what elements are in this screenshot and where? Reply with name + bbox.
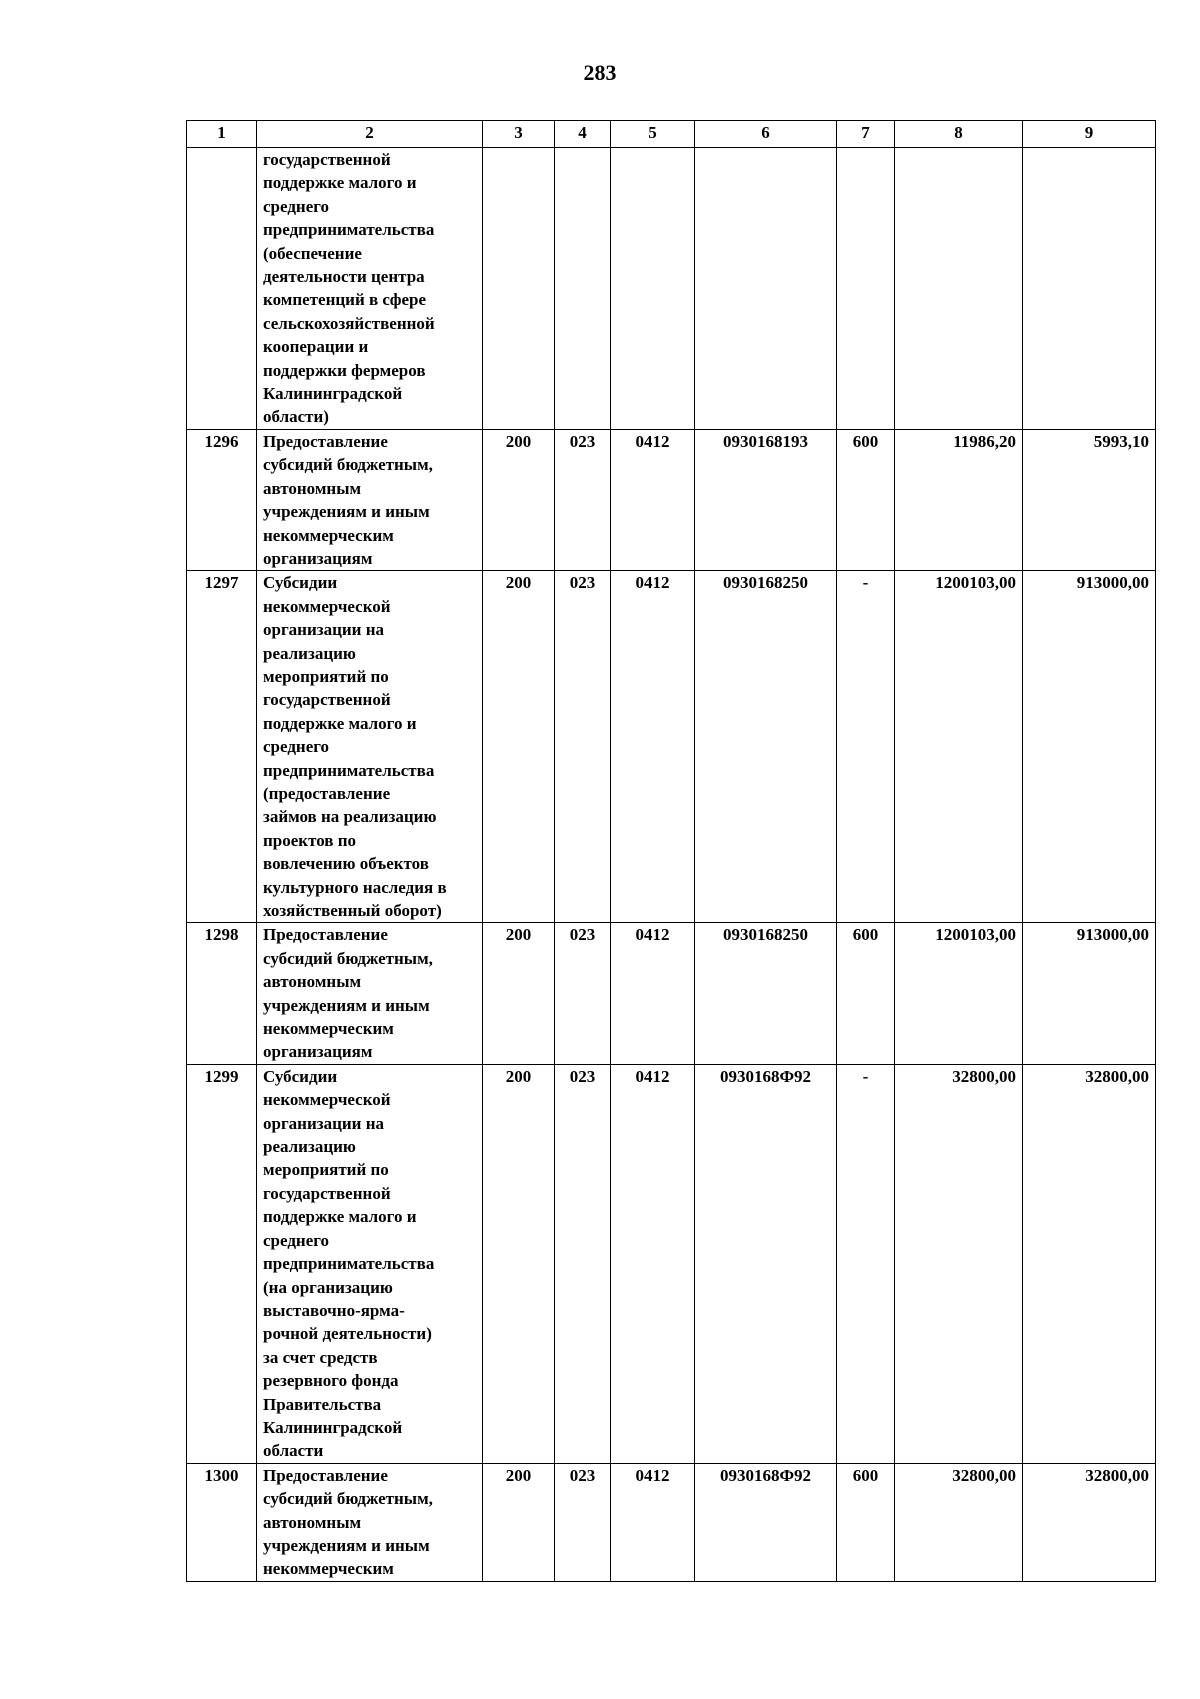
row-name-line: автономным — [263, 478, 362, 498]
row-name-line: Правительства — [263, 1394, 382, 1414]
row-col-5: 0412 — [611, 429, 695, 570]
row-name-line: хозяйственный оборот) — [263, 901, 442, 920]
row-col-7: - — [837, 571, 895, 923]
row-name-line: области — [263, 1441, 324, 1461]
row-number — [187, 148, 257, 430]
row-name-line: предпринимательства — [263, 760, 435, 780]
row-name-line: Предоставление — [263, 1465, 388, 1485]
row-name-line: кооперации и — [263, 337, 369, 357]
row-name-line: предпринимательства — [263, 220, 435, 240]
row-name-line: организации на — [263, 1113, 385, 1133]
row-col-6: 0930168Ф92 — [695, 1064, 837, 1463]
row-col-4: 023 — [555, 1463, 611, 1581]
row-number: 1296 — [187, 429, 257, 570]
row-name-line: области) — [263, 407, 329, 427]
row-col-9: 913000,00 — [1023, 571, 1156, 923]
row-name-line: среднего — [263, 737, 330, 757]
row-col-3: 200 — [483, 923, 555, 1064]
row-name-line: деятельности центра — [263, 267, 425, 287]
row-name-line: выставочно-ярма- — [263, 1300, 405, 1320]
row-name-line: среднего — [263, 196, 330, 216]
row-col-5: 0412 — [611, 571, 695, 923]
row-name-line: культурного наследия в — [263, 877, 447, 897]
row-col-5: 0412 — [611, 923, 695, 1064]
row-col-7: - — [837, 1064, 895, 1463]
table-row — [187, 148, 1156, 430]
row-col-5: 0412 — [611, 1064, 695, 1463]
row-name-line: среднего — [263, 1230, 330, 1250]
row-col-6: 0930168193 — [695, 429, 837, 570]
row-name-line: займов на реализацию — [263, 807, 437, 827]
budget-table — [186, 120, 1156, 1582]
row-col-3 — [483, 148, 555, 430]
row-name-line: за счет средств — [263, 1347, 378, 1367]
row-name — [257, 923, 483, 1064]
row-col-8: 11986,20 — [895, 429, 1023, 570]
row-name-line: Предоставление — [263, 431, 388, 451]
header-col-6: 6 — [695, 121, 837, 148]
row-col-8: 1200103,00 — [895, 923, 1023, 1064]
row-name-line: мероприятий по — [263, 1160, 389, 1180]
header-col-3: 3 — [483, 121, 555, 148]
row-name-line: (предоставление — [263, 783, 391, 803]
row-col-8 — [895, 148, 1023, 430]
row-col-7: 600 — [837, 429, 895, 570]
row-col-9: 913000,00 — [1023, 923, 1156, 1064]
row-name-line: (на организацию — [263, 1277, 393, 1297]
row-name-line: поддержке малого и — [263, 173, 417, 193]
row-name-line: Предоставление — [263, 925, 388, 945]
row-name-line: учреждениям и иным — [263, 502, 430, 522]
row-name-line: резервного фонда — [263, 1371, 399, 1391]
row-name-line: сельскохозяйственной — [263, 313, 435, 333]
row-col-3: 200 — [483, 571, 555, 923]
header-col-7: 7 — [837, 121, 895, 148]
row-number: 1298 — [187, 923, 257, 1064]
row-name-line: Субсидии — [263, 573, 338, 593]
row-name-line: учреждениям и иным — [263, 1535, 430, 1555]
row-col-5: 0412 — [611, 1463, 695, 1581]
row-name-line: Субсидии — [263, 1066, 338, 1086]
header-col-5: 5 — [611, 121, 695, 148]
row-name-line: реализацию — [263, 643, 356, 663]
header-col-8: 8 — [895, 121, 1023, 148]
row-col-4: 023 — [555, 571, 611, 923]
header-col-2: 2 — [257, 121, 483, 148]
page-number: 283 — [583, 60, 617, 85]
row-col-4: 023 — [555, 1064, 611, 1463]
row-name-line: вовлечению объектов — [263, 854, 429, 874]
row-col-8: 1200103,00 — [895, 571, 1023, 923]
row-name — [257, 148, 483, 430]
row-name-line: Калининградской — [263, 1417, 403, 1437]
row-name-line: организациям — [263, 1042, 373, 1062]
row-name-line: поддержке малого и — [263, 1207, 417, 1227]
row-col-6: 0930168Ф92 — [695, 1463, 837, 1581]
row-name-line: субсидий бюджетным, — [263, 1489, 433, 1509]
row-name-line: проектов по — [263, 830, 357, 850]
row-name-line: поддержке малого и — [263, 713, 417, 733]
row-col-4: 023 — [555, 923, 611, 1064]
row-name-line: реализацию — [263, 1137, 356, 1157]
header-row — [187, 121, 1156, 148]
header-col-1: 1 — [187, 121, 257, 148]
row-name-line: поддержки фермеров — [263, 360, 426, 380]
row-name-line: предпринимательства — [263, 1254, 435, 1274]
row-name-line: учреждениям и иным — [263, 995, 430, 1015]
row-number: 1299 — [187, 1064, 257, 1463]
row-name-line: организации на — [263, 620, 385, 640]
row-name-line: некоммерческим — [263, 1019, 394, 1039]
row-col-3: 200 — [483, 429, 555, 570]
header-col-9: 9 — [1023, 121, 1156, 148]
row-col-4: 023 — [555, 429, 611, 570]
row-col-8: 32800,00 — [895, 1064, 1023, 1463]
row-name-line: организациям — [263, 548, 373, 568]
row-name-line: некоммерческой — [263, 1090, 391, 1110]
row-col-9: 32800,00 — [1023, 1064, 1156, 1463]
row-name-line: рочной деятельности) — [263, 1324, 432, 1344]
row-name-line: государственной — [263, 1183, 391, 1203]
row-col-7: 600 — [837, 1463, 895, 1581]
row-col-3: 200 — [483, 1463, 555, 1581]
row-name-line: субсидий бюджетным, — [263, 455, 433, 475]
row-name-line: государственной — [263, 150, 391, 169]
table-row — [187, 571, 1156, 923]
row-name — [257, 1463, 483, 1581]
row-name-line: Калининградской — [263, 384, 403, 404]
row-col-9 — [1023, 148, 1156, 430]
row-col-8: 32800,00 — [895, 1463, 1023, 1581]
row-col-3: 200 — [483, 1064, 555, 1463]
table-body — [187, 148, 1156, 1582]
row-name-line: некоммерческим — [263, 1559, 394, 1579]
row-name-line: некоммерческим — [263, 525, 394, 545]
row-name-line: субсидий бюджетным, — [263, 948, 433, 968]
row-col-6: 0930168250 — [695, 923, 837, 1064]
row-name-line: автономным — [263, 1512, 362, 1532]
row-col-7 — [837, 148, 895, 430]
row-name-line: некоммерческой — [263, 596, 391, 616]
row-name-line: мероприятий по — [263, 666, 389, 686]
header-col-4: 4 — [555, 121, 611, 148]
row-number: 1297 — [187, 571, 257, 923]
row-name — [257, 571, 483, 923]
table-row — [187, 429, 1156, 570]
table-row — [187, 923, 1156, 1064]
row-col-7: 600 — [837, 923, 895, 1064]
row-name-line: государственной — [263, 690, 391, 710]
row-name-line: компетенций в сфере — [263, 290, 427, 310]
table-row — [187, 1064, 1156, 1463]
row-col-4 — [555, 148, 611, 430]
row-name-line: автономным — [263, 972, 362, 992]
row-name-line: (обеспечение — [263, 243, 362, 263]
row-col-6 — [695, 148, 837, 430]
row-col-9: 5993,10 — [1023, 429, 1156, 570]
row-col-6: 0930168250 — [695, 571, 837, 923]
row-name — [257, 429, 483, 570]
row-number: 1300 — [187, 1463, 257, 1581]
row-col-5 — [611, 148, 695, 430]
row-col-9: 32800,00 — [1023, 1463, 1156, 1581]
table-row — [187, 1463, 1156, 1581]
row-name — [257, 1064, 483, 1463]
